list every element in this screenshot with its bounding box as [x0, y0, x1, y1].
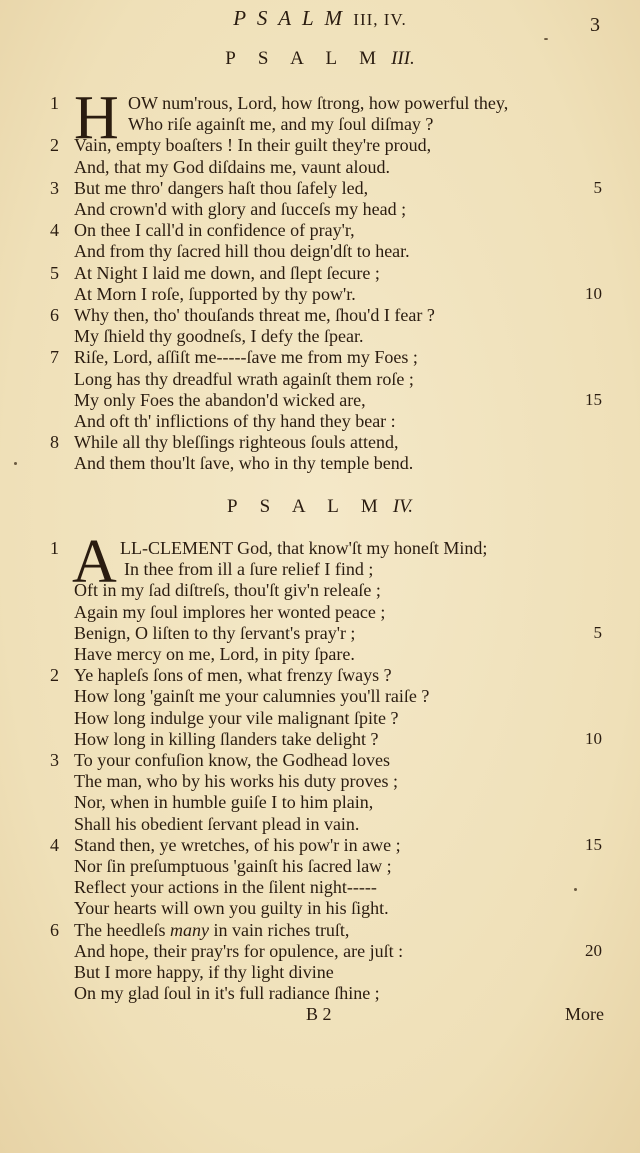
verse-number: 7 — [50, 347, 59, 368]
verse-line: Long has thy dreadful wrath againſt them roſe ; — [74, 368, 414, 389]
verse-line: OW num'rous, Lord, how ſtrong, how powerful they, — [128, 93, 509, 113]
signature-mark: B 2 — [306, 1004, 332, 1024]
verse-line: How long indulge your vile malignant ſpite ? — [74, 707, 399, 728]
verse-line: Riſe, Lord, aſſiſt me-----ſave me from my Foes ; — [74, 347, 418, 368]
verse-number: 2 — [50, 135, 59, 156]
verse-line: On thee I call'd in confidence of pray'r, — [74, 220, 355, 241]
verse-number: 1 — [50, 93, 59, 113]
verse-line: Shall his obedient ſervant plead in vain. — [74, 813, 360, 834]
psalm-4-title-word: P S A L M — [226, 496, 387, 517]
verse-number: 6 — [50, 919, 59, 940]
line-number: 10 — [585, 728, 602, 748]
running-title: P S A L M — [233, 6, 346, 30]
verse-line: Who riſe againſt me, and my ſoul diſmay ? — [128, 114, 434, 135]
line-number: 15 — [585, 834, 602, 854]
verse-number: 1 — [50, 538, 59, 558]
psalm-4-title — [0, 496, 640, 518]
verse-line: And hope, their pray'rs for opulence, are juſt : — [74, 940, 404, 961]
verse-line-text: The heedleſs — [74, 919, 170, 940]
verse-number: 2 — [50, 665, 59, 686]
line-number: 15 — [585, 389, 602, 409]
verse-line-text: in vain riches truſt, — [208, 919, 350, 940]
verse-number: 6 — [50, 305, 59, 325]
verse-line: Why then, tho' thouſands threat me, ſhou'd I fear ? — [74, 305, 435, 325]
verse-line: To your confuſion know, the Godhead loves — [74, 750, 391, 770]
verse-line: At Night I laid me down, and ſlept ſecure ; — [74, 262, 380, 283]
verse-number: 4 — [50, 220, 59, 241]
verse-line: Ye hapleſs ſons of men, what frenzy ſways ? — [74, 665, 392, 686]
verse-line: Vain, empty boaſters ! In their guilt they're proud, — [74, 135, 432, 156]
paper-speck — [544, 38, 548, 40]
verse-line: How long in killing ſlanders take delight ? — [74, 728, 379, 749]
verse-line: Reflect your actions in the ſilent night----- — [74, 877, 377, 898]
verse-line-emphasis: many — [169, 919, 209, 940]
verse-line: Stand then, ye wretches, of his pow'r in awe ; — [74, 834, 401, 855]
verse-line: And crown'd with glory and ſucceſs my head ; — [74, 199, 407, 219]
verse-line: But me thro' dangers haſt thou ſafely led, — [74, 177, 369, 198]
line-number: 5 — [593, 622, 602, 642]
psalm-4-title-roman: IV. — [392, 496, 414, 517]
verse-line: Have mercy on me, Lord, in pity ſpare. — [74, 644, 355, 664]
paper-speck — [574, 888, 577, 891]
running-head — [0, 6, 640, 31]
psalm-3-title-roman: III. — [391, 48, 415, 69]
verse-number: 8 — [50, 432, 59, 453]
line-number: 10 — [585, 283, 602, 303]
line-number: 20 — [585, 940, 602, 960]
verse-line: Oft in my ſad diſtreſs, thou'ſt giv'n releaſe ; — [74, 580, 381, 601]
verse-line: Nor ſin preſumptuous 'gainſt his ſacred law ; — [74, 856, 392, 876]
verse-number: 3 — [50, 177, 59, 198]
verse-line — [74, 919, 349, 941]
verse-line: Nor, when in humble guiſe I to him plain, — [74, 792, 374, 813]
psalm-3-dropcap: H — [74, 84, 119, 152]
verse-line: The man, who by his works his duty proves ; — [74, 771, 398, 792]
psalm-4-dropcap: A — [72, 528, 117, 596]
verse-line: In thee from ill a ſure relief I find ; — [124, 559, 374, 580]
verse-line: And them thou'lt ſave, who in thy temple bend. — [74, 453, 414, 474]
verse-line: And, that my God diſdains me, vaunt aloud. — [74, 156, 390, 177]
verse-line: LL-CLEMENT God, that know'ſt my honeſt Mind; — [120, 538, 488, 558]
running-psalm-numbers: III, IV. — [353, 10, 407, 29]
psalm-3-title-word: P S A L M — [225, 48, 386, 69]
line-number: 5 — [593, 177, 602, 197]
verse-number: 4 — [50, 834, 59, 855]
verse-number: 5 — [50, 262, 59, 283]
verse-line: On my glad ſoul in it's full radiance ſhine ; — [74, 983, 380, 1004]
verse-line: How long 'gainſt me your calumnies you'll raiſe ? — [74, 686, 430, 707]
verse-line: But I more happy, if thy light divine — [74, 962, 334, 982]
verse-line: And oft th' inflictions of thy hand they bear : — [74, 411, 396, 431]
page-number: 3 — [590, 14, 600, 36]
catchword: More — [565, 1004, 604, 1024]
verse-line: While all thy bleſſings righteous ſouls attend, — [74, 432, 399, 453]
verse-line: At Morn I roſe, ſupported by thy pow'r. — [74, 283, 356, 304]
verse-number: 3 — [50, 750, 59, 770]
verse-line: My ſhield thy goodneſs, I defy the ſpear. — [74, 326, 364, 347]
verse-line: Your hearts will own you guilty in his ſight. — [74, 898, 389, 919]
verse-line: And from thy ſacred hill thou deign'dſt to hear. — [74, 241, 410, 262]
paper-speck — [14, 462, 17, 465]
psalm-3-title — [0, 48, 640, 70]
verse-line: Benign, O liſten to thy ſervant's pray'r ; — [74, 622, 356, 643]
verse-line: My only Foes the abandon'd wicked are, — [74, 389, 366, 410]
verse-line: Again my ſoul implores her wonted peace ; — [74, 601, 386, 622]
